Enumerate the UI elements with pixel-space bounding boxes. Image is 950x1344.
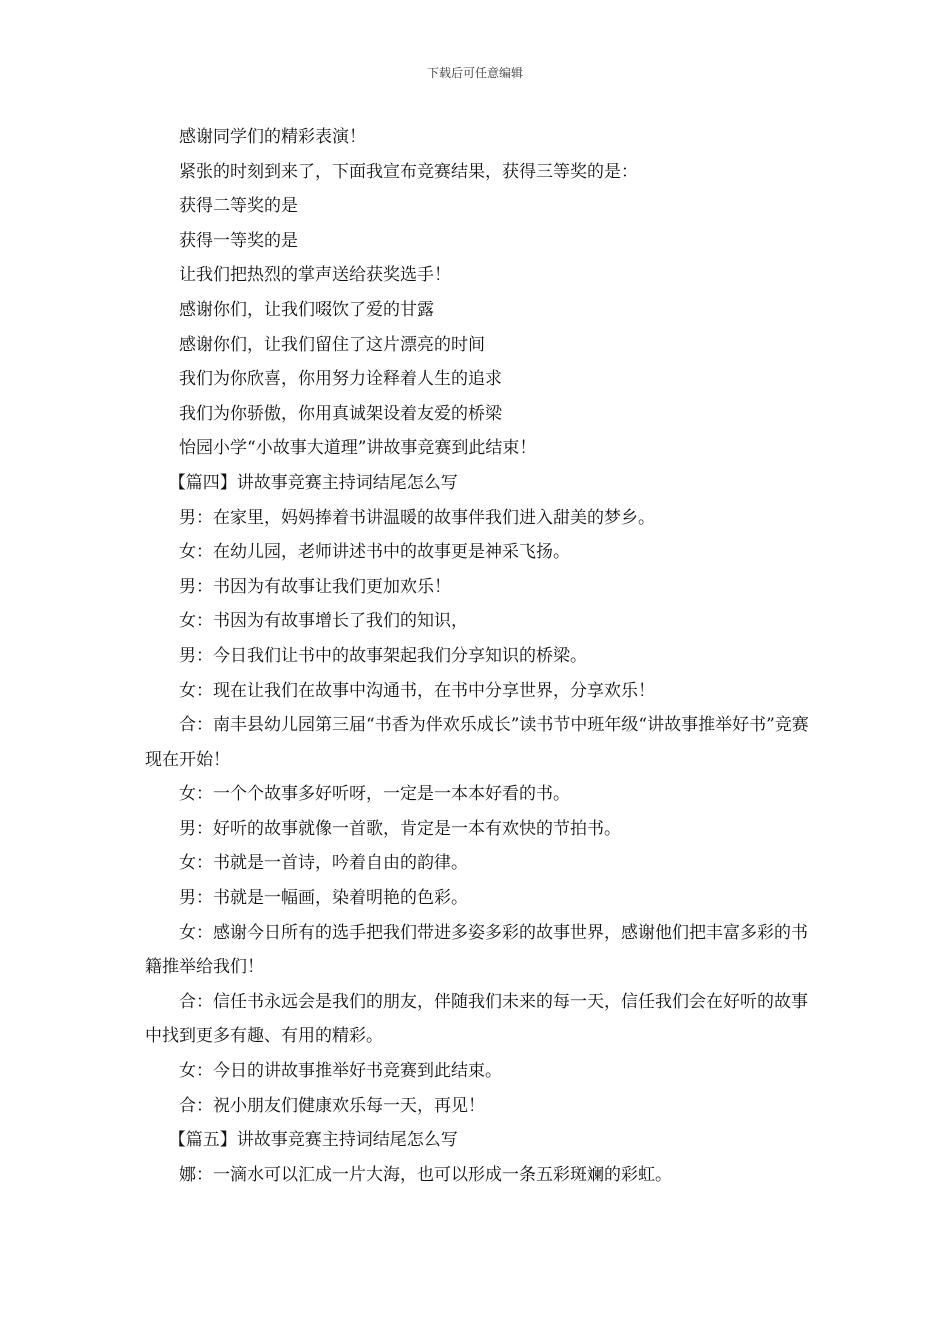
paragraph: 合：信任书永远会是我们的朋友，伴随我们未来的每一天，信任我们会在好听的故事中找到更多有趣、有用的精彩。: [145, 991, 808, 1047]
paragraph: 我们为你骄傲，你用真诚架设着友爱的桥梁: [179, 403, 502, 424]
document-body: [145, 120, 810, 1192]
paragraph: 男：在家里，妈妈捧着书讲温暖的故事伴我们进入甜美的梦乡。: [179, 507, 655, 528]
paragraph: 男：好听的故事就像一首歌，肯定是一本有欢快的节拍书。: [179, 818, 621, 839]
paragraph: 让我们把热烈的掌声送给获奖选手！: [179, 265, 451, 286]
paragraph: 感谢你们，让我们啜饮了爱的甘露: [179, 299, 434, 320]
paragraph: 感谢你们，让我们留住了这片漂亮的时间: [179, 334, 485, 355]
paragraph: 我们为你欣喜，你用努力诠释着人生的追求: [179, 369, 502, 390]
paragraph: 感谢同学们的精彩表演！: [179, 127, 366, 147]
paragraph: 获得一等奖的是: [179, 230, 298, 251]
paragraph: 合：南丰县幼儿园第三届“书香为伴欢乐成长”读书节中班年级“讲故事推举好书”竞赛现在开始！: [145, 715, 809, 770]
paragraph: 女：感谢今日所有的选手把我们带进多姿多彩的故事世界，感谢他们把丰富多彩的书籍推举给我们！: [145, 922, 808, 978]
paragraph: 女：在幼儿园，老师讲述书中的故事更是神采飞扬。: [179, 542, 570, 563]
paragraph: 男：今日我们让书中的故事架起我们分享知识的桥梁。: [179, 645, 587, 666]
paragraph: 女：书因为有故事增长了我们的知识，: [179, 611, 468, 632]
paragraph: 男：书因为有故事让我们更加欢乐！: [179, 576, 451, 597]
paragraph: 娜：一滴水可以汇成一片大海，也可以形成一条五彩斑斓的彩虹。: [179, 1164, 672, 1185]
paragraph: 怡园小学“小故事大道理”讲故事竞赛到此结束！: [179, 438, 537, 459]
paragraph: 紧张的时刻到来了，下面我宣布竞赛结果，获得三等奖的是：: [179, 161, 638, 182]
paragraph: 合：祝小朋友们健康欢乐每一天，再见！: [179, 1095, 485, 1116]
paragraph: 女：今日的讲故事推举好书竞赛到此结束。: [179, 1061, 502, 1082]
section-heading: 【篇五】讲故事竞赛主持词结尾怎么写: [168, 1130, 458, 1151]
paragraph: 女：一个个故事多好听呀，一定是一本本好看的书。: [179, 784, 570, 805]
section-heading: 【篇四】讲故事竞赛主持词结尾怎么写: [168, 472, 458, 493]
paragraph: 女：现在让我们在故事中沟通书，在书中分享世界，分享欢乐！: [179, 680, 655, 701]
paragraph: 女：书就是一首诗，吟着自由的韵律。: [179, 853, 468, 874]
paragraph: 男：书就是一幅画，染着明艳的色彩。: [179, 888, 468, 909]
page-header-note: 下载后可任意编辑: [426, 66, 523, 80]
paragraph: 获得二等奖的是: [179, 196, 298, 217]
